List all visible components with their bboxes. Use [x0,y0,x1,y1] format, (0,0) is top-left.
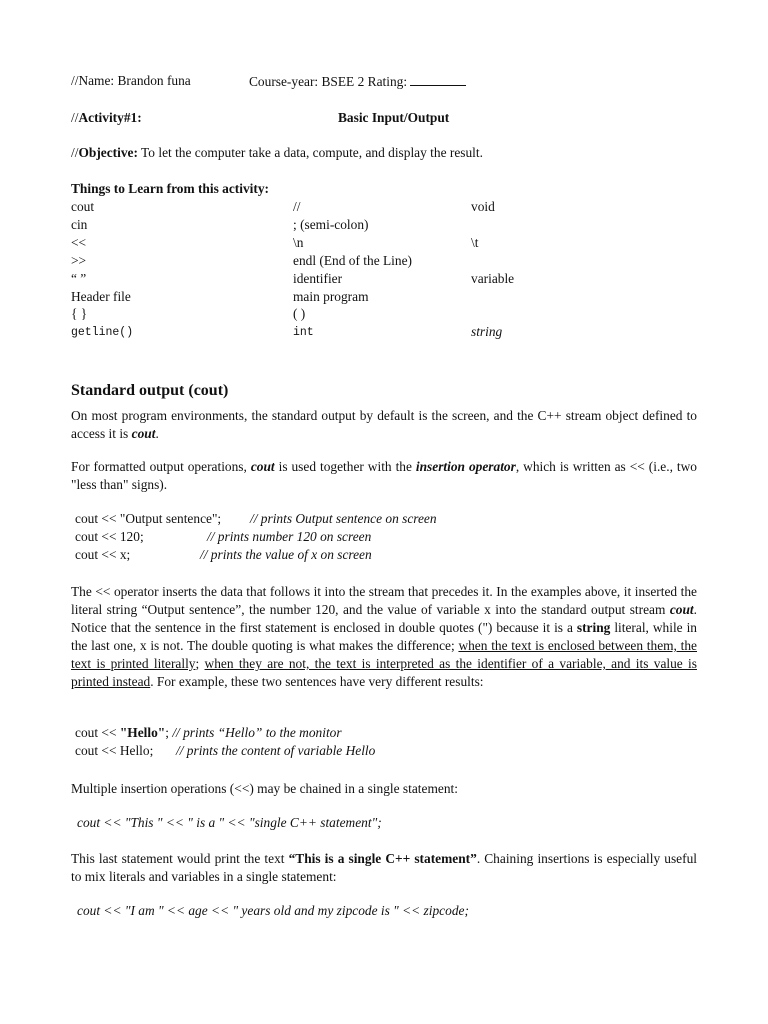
things-cell: ( ) [293,306,306,322]
p2-cout: cout [250,459,275,474]
things-cell: void [471,199,495,214]
objective-prefix: // [71,145,79,160]
p3-underline-2: when they are not, the text is interpreted as the identifier of a variable, and its value is printed instead [71,656,697,689]
code2-line1-comment: // prints “Hello” to the monitor [168,725,342,740]
code3-line: cout << "This " << " is a " << "single C++ statement"; [77,815,382,830]
section-title: Standard output (cout) [71,382,229,399]
things-cell: endl (End of the Line) [293,252,412,268]
name-line: //Name: Brandon funa [71,73,191,88]
code2-line2-code: cout << Hello; [75,743,154,758]
things-cell: \n [293,234,304,250]
code2-line1-a: cout << [75,725,120,740]
things-cell: \t [471,234,479,250]
things-cell: cin [71,216,88,232]
things-cell: >> [71,252,87,268]
things-cell: ; (semi-colon) [293,216,369,232]
things-heading: Things to Learn from this activity: [71,181,270,196]
p1-cout: cout [131,426,156,441]
p3-text-a: The << operator inserts the data that follows it into the stream that precedes it. In the examples above, it inserted the literal string “Output sentence”, the number 120, and the value of variable x into the standard output stream [71,584,697,617]
p3-underline-1: when the text is enclosed between them, the text is printed literally [71,638,698,671]
code1-line2-comment: // prints number 120 on screen [207,529,372,544]
p3-text-e: literal, while in the last one, x is not. The double quoting is what makes the difference; [71,620,697,653]
code1-line3-comment: // prints the value of x on screen [200,547,372,562]
p1-text-c: . [155,426,159,441]
p5-text-a: This last statement would print the text [71,851,289,866]
p3-cout: cout [669,602,694,617]
code1-line1-code: cout << "Output sentence"; [75,511,222,526]
paragraph-1 [71,407,697,443]
p5-bold: “This is a single C++ statement” [288,851,477,866]
code2-line1-b: "Hello" [119,725,166,740]
things-cell: cout [71,199,95,214]
activity-title: Basic Input/Output [338,110,450,125]
code4-line: cout << "I am " << age << " years old and my zipcode is " << zipcode; [77,903,469,918]
p3-string: string [576,620,611,635]
things-cell: { } [71,306,88,322]
paragraph-2 [71,458,697,494]
p2-text-c: is used together with the [274,459,416,474]
p3-text-i: . For example, these two sentences have very different results: [150,674,484,689]
paragraph-3 [71,583,697,691]
things-cell: string [471,324,503,340]
objective-label: Objective: [78,145,138,160]
paragraph-5 [71,850,697,886]
code2-line1-c: ; [165,725,169,740]
things-cell: getline() [71,326,134,340]
things-cell: identifier [293,270,343,286]
course-line [249,73,466,90]
p1-text-a: On most program environments, the standard output by default is the screen, and the C++ stream object defined to access it is [71,408,697,441]
things-cell: “ ” [71,270,87,286]
code1-line1-comment: // prints Output sentence on screen [250,511,437,526]
things-cell: int [293,326,314,340]
things-cell: main program [293,288,369,304]
code2-line2-comment: // prints the content of variable Hello [176,743,376,758]
activity-label: Activity#1: [78,110,142,125]
p3-text-g: ; [195,656,205,671]
p2-text-a: For formatted output operations, [71,459,251,474]
p5-text-c: . Chaining insertions is especially useful to mix literals and variables in a single statement: [71,851,697,884]
rating-blank [410,73,466,86]
paragraph-4: Multiple insertion operations (<<) may be chained in a single statement: [71,781,458,796]
things-cell: variable [471,270,515,286]
code2-line1 [75,725,342,741]
activity-prefix: // [71,110,79,125]
code1-line3-code: cout << x; [75,547,131,562]
objective-line [71,145,483,161]
p2-text-e: , which is written as << (i.e., two "less than" signs). [71,459,697,492]
things-cell: << [71,234,87,250]
p3-text-c: . Notice that the sentence in the first statement is enclosed in double quotes (") because it is a [71,602,697,635]
activity-line [71,110,142,126]
objective-text: To let the computer take a data, compute, and display the result. [137,145,483,160]
code1-line2-code: cout << 120; [75,529,144,544]
things-cell: // [293,199,301,214]
course-text: Course-year: BSEE 2 Rating: [249,74,408,89]
p2-insertion-operator: insertion operator [415,459,516,474]
things-cell: Header file [71,288,131,304]
